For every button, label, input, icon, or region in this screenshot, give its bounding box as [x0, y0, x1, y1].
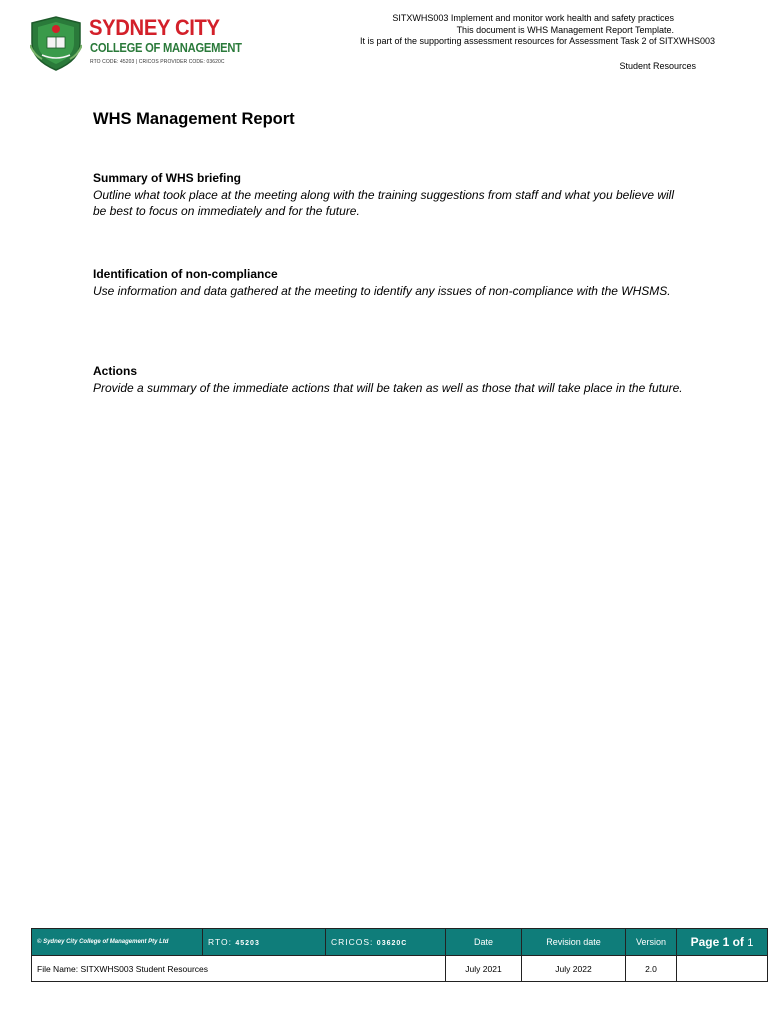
date-header: Date — [446, 929, 522, 956]
section-non-compliance — [93, 267, 683, 299]
document-header — [285, 13, 715, 48]
rto-label: RTO: — [208, 937, 232, 947]
header-line-3: It is part of the supporting assessment resources for Assessment Task 2 of SITXWHS003 — [360, 36, 715, 46]
rto-cell — [203, 929, 326, 956]
footer-value-row — [32, 956, 768, 982]
file-name-cell: File Name: SITXWHS003 Student Resources — [32, 956, 446, 982]
version-value: 2.0 — [626, 956, 677, 982]
page-title: WHS Management Report — [93, 110, 295, 128]
revision-date-value: July 2022 — [522, 956, 626, 982]
rto-value: 45203 — [235, 940, 260, 947]
section-instructions: Use information and data gathered at the meeting to identify any issues of non-compliance with the WHSMS. — [93, 284, 671, 298]
page-prefix: Page 1 of — [690, 935, 744, 949]
cricos-value: 03620C — [376, 940, 408, 947]
footer-table — [31, 928, 768, 982]
logo-subtitle: COLLEGE OF MANAGEMENT — [90, 40, 242, 55]
section-actions — [93, 364, 683, 396]
section-instructions: Provide a summary of the immediate actions that will be taken as well as those that will take place in the future. — [93, 381, 683, 395]
header-line-2: This document is WHS Management Report Template. — [456, 24, 674, 35]
page-total: 1 — [747, 937, 754, 949]
logo-codes: RTO CODE: 45203 | CRICOS PROVIDER CODE: 03620C — [90, 59, 225, 65]
revision-date-header: Revision date — [522, 929, 626, 956]
cricos-cell — [326, 929, 446, 956]
version-header: Version — [626, 929, 677, 956]
empty-cell — [677, 956, 768, 982]
page-number-cell — [677, 929, 768, 956]
section-heading: Summary of WHS briefing — [93, 171, 242, 185]
student-resources-label: Student Resources — [619, 61, 696, 71]
section-instructions: Outline what took place at the meeting along with the training suggestions from staff and what you believe will be best to focus on immediately and for the future. — [93, 188, 674, 218]
section-summary — [93, 171, 683, 219]
college-logo — [30, 15, 242, 71]
copyright-cell: © Sydney City College of Management Pty Ltd — [32, 929, 203, 956]
footer-header-row — [32, 929, 768, 956]
date-value: July 2021 — [446, 956, 522, 982]
shield-emblem-icon — [30, 15, 82, 71]
cricos-label: CRICOS: — [331, 937, 374, 947]
header-line-1: SITXWHS003 Implement and monitor work health and safety practices — [392, 13, 674, 23]
logo-title: SYDNEY CITY — [89, 15, 220, 40]
section-heading: Identification of non-compliance — [93, 267, 278, 281]
section-heading: Actions — [93, 364, 138, 378]
